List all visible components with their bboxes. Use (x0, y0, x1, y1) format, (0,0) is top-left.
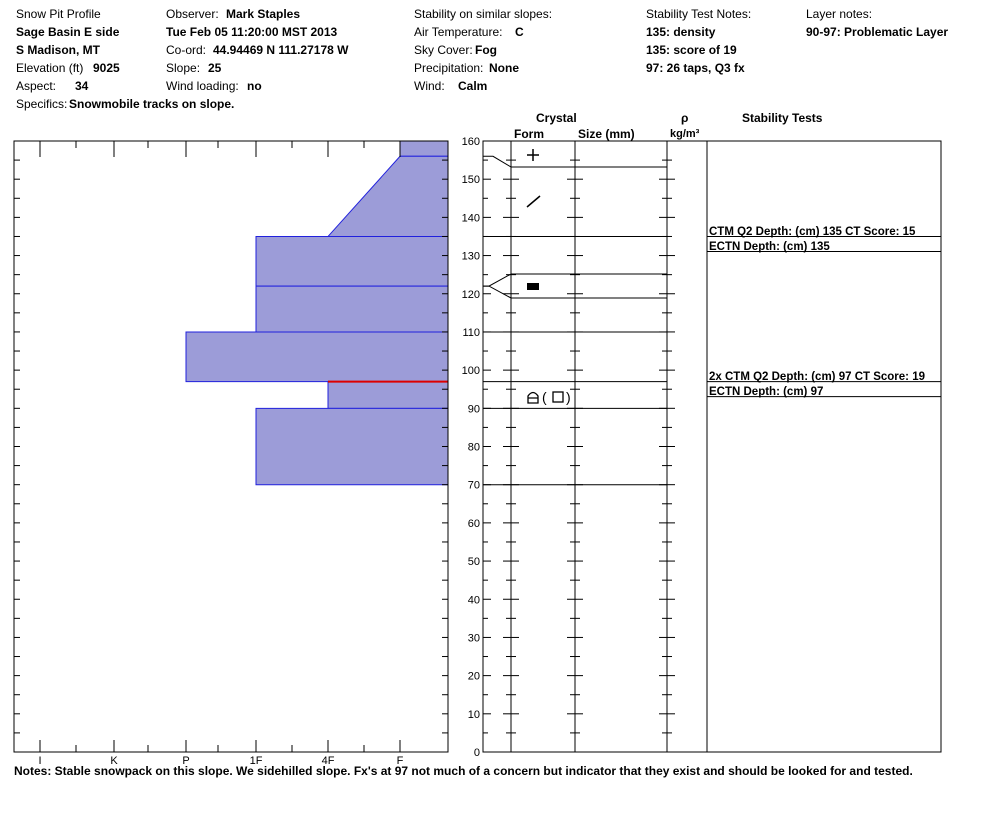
hardness-layer (256, 408, 448, 484)
hardness-layers (186, 141, 448, 485)
air-temp-value: C (515, 25, 524, 39)
region: S Madison, MT (16, 43, 100, 57)
hardness-layer (256, 286, 448, 332)
elevation-label: Elevation (ft) (16, 61, 84, 75)
depth-tick-label: 110 (462, 326, 480, 339)
wind-value: Calm (458, 79, 488, 93)
decomposed-fragment-icon (527, 196, 540, 207)
sky-label: Sky Cover: (414, 43, 473, 57)
hardness-tick-label: 1F (249, 755, 263, 767)
slope-value: 25 (208, 61, 222, 75)
paren-open-icon: ( (542, 389, 547, 405)
depth-tick-label: 160 (461, 136, 480, 148)
depth-tick-label: 50 (467, 556, 480, 569)
melt-freeze-crust-icon (527, 283, 539, 290)
depth-axis (462, 136, 480, 759)
wind-loading-value: no (247, 79, 262, 93)
crystal-header: Crystal (536, 111, 577, 125)
stability-notes-label: Stability Test Notes: (646, 7, 752, 21)
air-temp-label: Air Temperature: (414, 25, 503, 39)
pit-notes: Notes: Stable snowpack on this slope. We sidehilled slope. Fx's at 97 not much of a concern but indicator that they exist and should be looked for and tested. (14, 764, 913, 778)
hardness-layer (328, 156, 448, 236)
form-header: Form (514, 127, 544, 141)
specifics-label: Specifics: (16, 97, 68, 111)
hardness-tick-label: F (396, 755, 404, 767)
observer-label: Observer: (166, 7, 219, 21)
stability-note: 135: density (646, 25, 716, 39)
datetime: Tue Feb 05 11:20:00 MST 2013 (166, 25, 338, 39)
specifics-value: Snowmobile tracks on slope. (69, 97, 235, 111)
depth-tick-label: 30 (467, 632, 480, 645)
slope-label: Slope: (166, 61, 201, 75)
rho-header: ρ (681, 111, 689, 125)
depth-hoar-icon (528, 393, 538, 404)
depth-tick-label: 90 (467, 403, 480, 416)
sky-value: Fog (475, 43, 497, 57)
aspect-label: Aspect: (16, 79, 57, 93)
observer-value: Mark Staples (226, 7, 301, 21)
pit-title: Snow Pit Profile (16, 7, 101, 21)
hardness-layer (256, 236, 448, 286)
hardness-tick-label: K (110, 755, 118, 767)
hardness-layer (400, 141, 448, 156)
aspect-value: 34 (75, 79, 89, 93)
depth-tick-label: 140 (461, 212, 480, 225)
precip-label: Precipitation: (414, 61, 484, 75)
coord-label: Co-ord: (166, 43, 207, 57)
depth-tick-label: 70 (467, 479, 480, 492)
depth-tick-label: 20 (467, 670, 480, 683)
size-header: Size (mm) (578, 127, 635, 141)
hardness-tick-label: 4F (321, 755, 335, 767)
depth-tick-label: 130 (461, 250, 480, 263)
crystal-forms (527, 149, 571, 405)
depth-tick-label: 100 (461, 365, 480, 378)
depth-tick-label: 0 (473, 747, 480, 759)
precip-value: None (489, 61, 519, 75)
layer-notes-label: Layer notes: (806, 7, 873, 21)
stability-tests-header: Stability Tests (742, 111, 823, 125)
stability-test-line: 2x CTM Q2 Depth: (cm) 97 CT Score: 19 (709, 371, 925, 383)
stability-note: 135: score of 19 (646, 43, 737, 57)
depth-tick-label: 150 (461, 174, 480, 187)
hardness-tick-label: I (38, 755, 42, 767)
stability-test-line: ECTN Depth: (cm) 97 (709, 386, 824, 398)
coord-value: 44.94469 N 111.27178 W (213, 43, 349, 57)
depth-tick-label: 60 (467, 517, 480, 530)
density-unit-header: kg/m³ (670, 128, 700, 140)
hardness-layer (328, 382, 448, 409)
stability-test-line: ECTN Depth: (cm) 135 (709, 241, 830, 253)
hardness-tick-label: P (182, 755, 190, 767)
hardness-layer (186, 332, 448, 382)
stability-similar-label: Stability on similar slopes: (414, 7, 553, 21)
depth-tick-label: 80 (467, 441, 480, 454)
location: Sage Basin E side (16, 25, 120, 39)
faceted-crystal-icon (553, 392, 563, 402)
layer-note: 90-97: Problematic Layer (806, 25, 949, 39)
wind-label: Wind: (414, 79, 445, 93)
stability-note: 97: 26 taps, Q3 fx (646, 61, 745, 75)
stability-test-line: CTM Q2 Depth: (cm) 135 CT Score: 15 (709, 226, 916, 238)
paren-close-icon: ) (566, 389, 571, 405)
depth-tick-label: 10 (467, 708, 480, 721)
depth-tick-label: 120 (461, 288, 480, 301)
wind-loading-label: Wind loading: (166, 79, 239, 93)
depth-tick-label: 40 (467, 594, 480, 607)
elevation-value: 9025 (93, 61, 120, 75)
